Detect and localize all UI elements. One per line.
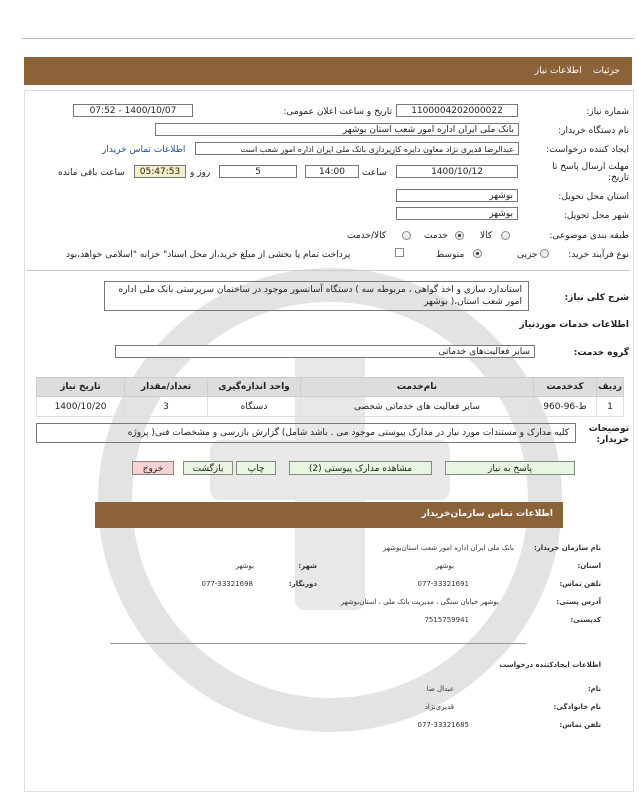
deadline-time-label: ساعت xyxy=(362,168,387,178)
name-label: نام: xyxy=(587,685,601,693)
buyer-notes-box: کلیه مدارک و مستندات مورد نیاز در مدارک پیوستی موجود می . باشد شامل) گزارش بازرسی و مشخصات فنی( پروژه xyxy=(36,423,576,443)
org-label: نام سازمان خریدار: xyxy=(533,544,601,552)
breadcrumb-need-info[interactable]: اطلاعات نیاز xyxy=(534,66,582,76)
col-code-header: کدخدمت xyxy=(534,378,597,397)
reply-button[interactable]: پاسخ به نیاز xyxy=(445,461,575,475)
cell-date: 1400/10/20 xyxy=(37,397,125,417)
creator-label: ایجاد کننده درخواست: xyxy=(546,145,629,155)
creator-field: عبدالرضا قدیری نژاد معاون دایره کارپردازی بانک ملی ایران اداره امور شعب است xyxy=(195,142,519,155)
family-label: نام خانوادگی: xyxy=(553,703,601,711)
remaining-time-field: 05:47:53 xyxy=(134,165,186,178)
payment-note: پرداخت تمام یا بخشی از مبلغ خرید،از محل اسناد" خزانه "اسلامی خواهد،بود xyxy=(66,250,351,260)
col-qty-header: تعداد/مقدار xyxy=(125,378,208,397)
cell-unit: دستگاه xyxy=(208,397,301,417)
page-header-bar xyxy=(24,57,632,85)
process-label: نوع فرآیند خرید: xyxy=(568,250,629,260)
creator-phone-value: 077-33321685 xyxy=(417,721,469,729)
process-medium-radio[interactable] xyxy=(473,249,482,258)
cell-row: 1 xyxy=(597,397,624,417)
family-value: قدیری‌نژاد xyxy=(424,703,454,711)
need-number-label: شماره نیاز: xyxy=(586,107,629,117)
services-table xyxy=(36,377,624,417)
announce-field: 1400/10/07 - 07:52 xyxy=(73,104,193,117)
summary-label: شرح کلی نیاز: xyxy=(564,293,629,303)
province-field: بوشهر xyxy=(396,189,518,202)
org-value: بانک ملی ایران اداره امور شعب استان‌بوشهر xyxy=(383,544,514,552)
creator-section-title: اطلاعات ایجادکننده درخواست xyxy=(499,661,601,669)
col-date-header: تاریخ نیاز xyxy=(37,378,125,397)
buyer-contact-link[interactable]: اطلاعات تماس خریدار xyxy=(102,145,186,155)
category-service-radio[interactable] xyxy=(455,231,464,240)
cell-name: سایر فعالیت های خدماتی شخصی xyxy=(301,397,534,417)
need-number-field: 1100004202000022 xyxy=(396,104,518,117)
print-button[interactable]: چاپ xyxy=(236,461,276,475)
fax-label: دورنگار: xyxy=(288,580,317,588)
category-both-radio[interactable] xyxy=(402,231,411,240)
category-service-label: خدمت xyxy=(424,231,448,241)
category-both-label: کالا/خدمت xyxy=(347,231,387,241)
table-row xyxy=(37,397,624,417)
remaining-label: ساعت باقی مانده xyxy=(58,168,125,178)
deadline-label: مهلت ارسال پاسخ تا تاریخ: xyxy=(552,162,629,183)
exit-button[interactable]: خروج xyxy=(132,461,174,475)
phone-value: 077-33321691 xyxy=(417,580,469,588)
service-group-field: سایر فعالیت‌های خدماتی xyxy=(115,345,535,358)
category-goods-label: کالا xyxy=(480,231,493,241)
attachments-button[interactable]: مشاهده مدارک پیوستی (2) xyxy=(289,461,432,475)
days-field: 5 xyxy=(219,165,297,178)
category-label: طبقه بندی موضوعی: xyxy=(549,231,629,241)
phone-label: تلفن تماس: xyxy=(559,580,601,588)
process-medium-label: متوسط xyxy=(436,250,465,260)
cell-qty: 3 xyxy=(125,397,208,417)
services-title: اطلاعات خدمات موردنیاز xyxy=(519,320,629,330)
contact-province-label: استان: xyxy=(577,562,601,570)
contact-divider xyxy=(110,643,526,644)
postal-label: کدپستی: xyxy=(570,616,601,624)
summary-box: استاندارد سازی و اخذ گواهی ، مربوطه سه ) دستگاه آسانسور موجود در ساختمان سرپرستی بانک ملی اداره امور شعب استان،( بوشهر xyxy=(104,281,529,311)
back-button[interactable]: بازگشت xyxy=(183,461,233,475)
divider xyxy=(26,270,630,271)
top-divider xyxy=(22,38,634,39)
breadcrumb xyxy=(535,66,620,76)
table-header-row xyxy=(37,378,624,397)
cell-code: ط-96-960 xyxy=(534,397,597,417)
treasury-payment-checkbox[interactable] xyxy=(395,248,404,257)
process-minor-radio[interactable] xyxy=(540,249,549,258)
buyer-notes-label: توضیحات خریدار: xyxy=(588,424,629,445)
contact-city-value: بوشهر xyxy=(235,562,254,570)
address-label: آدرس پستی: xyxy=(556,598,601,606)
city-label: شهر محل تحویل: xyxy=(563,211,629,221)
days-label: روز و xyxy=(190,168,211,178)
name-value: عبدال ضا xyxy=(426,685,454,693)
breadcrumb-details[interactable]: جزئیات xyxy=(593,66,620,76)
creator-phone-label: تلفن تماس: xyxy=(559,721,601,729)
fax-value: 077-33321698 xyxy=(201,580,253,588)
announce-label: تاریخ و ساعت اعلان عمومی: xyxy=(283,107,392,117)
contact-city-label: شهر: xyxy=(298,562,317,570)
contact-header-bar xyxy=(95,502,563,528)
deadline-date-field: 1400/10/12 xyxy=(396,165,518,178)
service-group-label: گروه خدمت: xyxy=(573,348,629,358)
col-unit-header: واحد اندازه‌گیری xyxy=(208,378,301,397)
col-name-header: نام‌خدمت xyxy=(301,378,534,397)
province-label: استان محل تحویل: xyxy=(558,192,629,202)
category-goods-radio[interactable] xyxy=(501,231,510,240)
city-field: بوشهر xyxy=(396,207,518,220)
contact-province-value: بوشهر xyxy=(435,562,454,570)
buyer-label: نام دستگاه خریدار: xyxy=(558,126,629,136)
deadline-time-field: 14:00 xyxy=(305,165,359,178)
buyer-field: بانک ملی ایران اداره امور شعب استان بوشهر xyxy=(155,123,519,136)
contact-title: اطلاعات تماس سازمان‌خریدار xyxy=(421,509,553,519)
postal-value: 7515759941 xyxy=(424,616,469,624)
col-row-header: ردیف xyxy=(597,378,624,397)
address-value: بوشهر خیابان سنگی ، مدیریت بانک ملی ، استان‌بوشهر xyxy=(340,598,499,606)
process-minor-label: جزیی xyxy=(517,250,538,260)
